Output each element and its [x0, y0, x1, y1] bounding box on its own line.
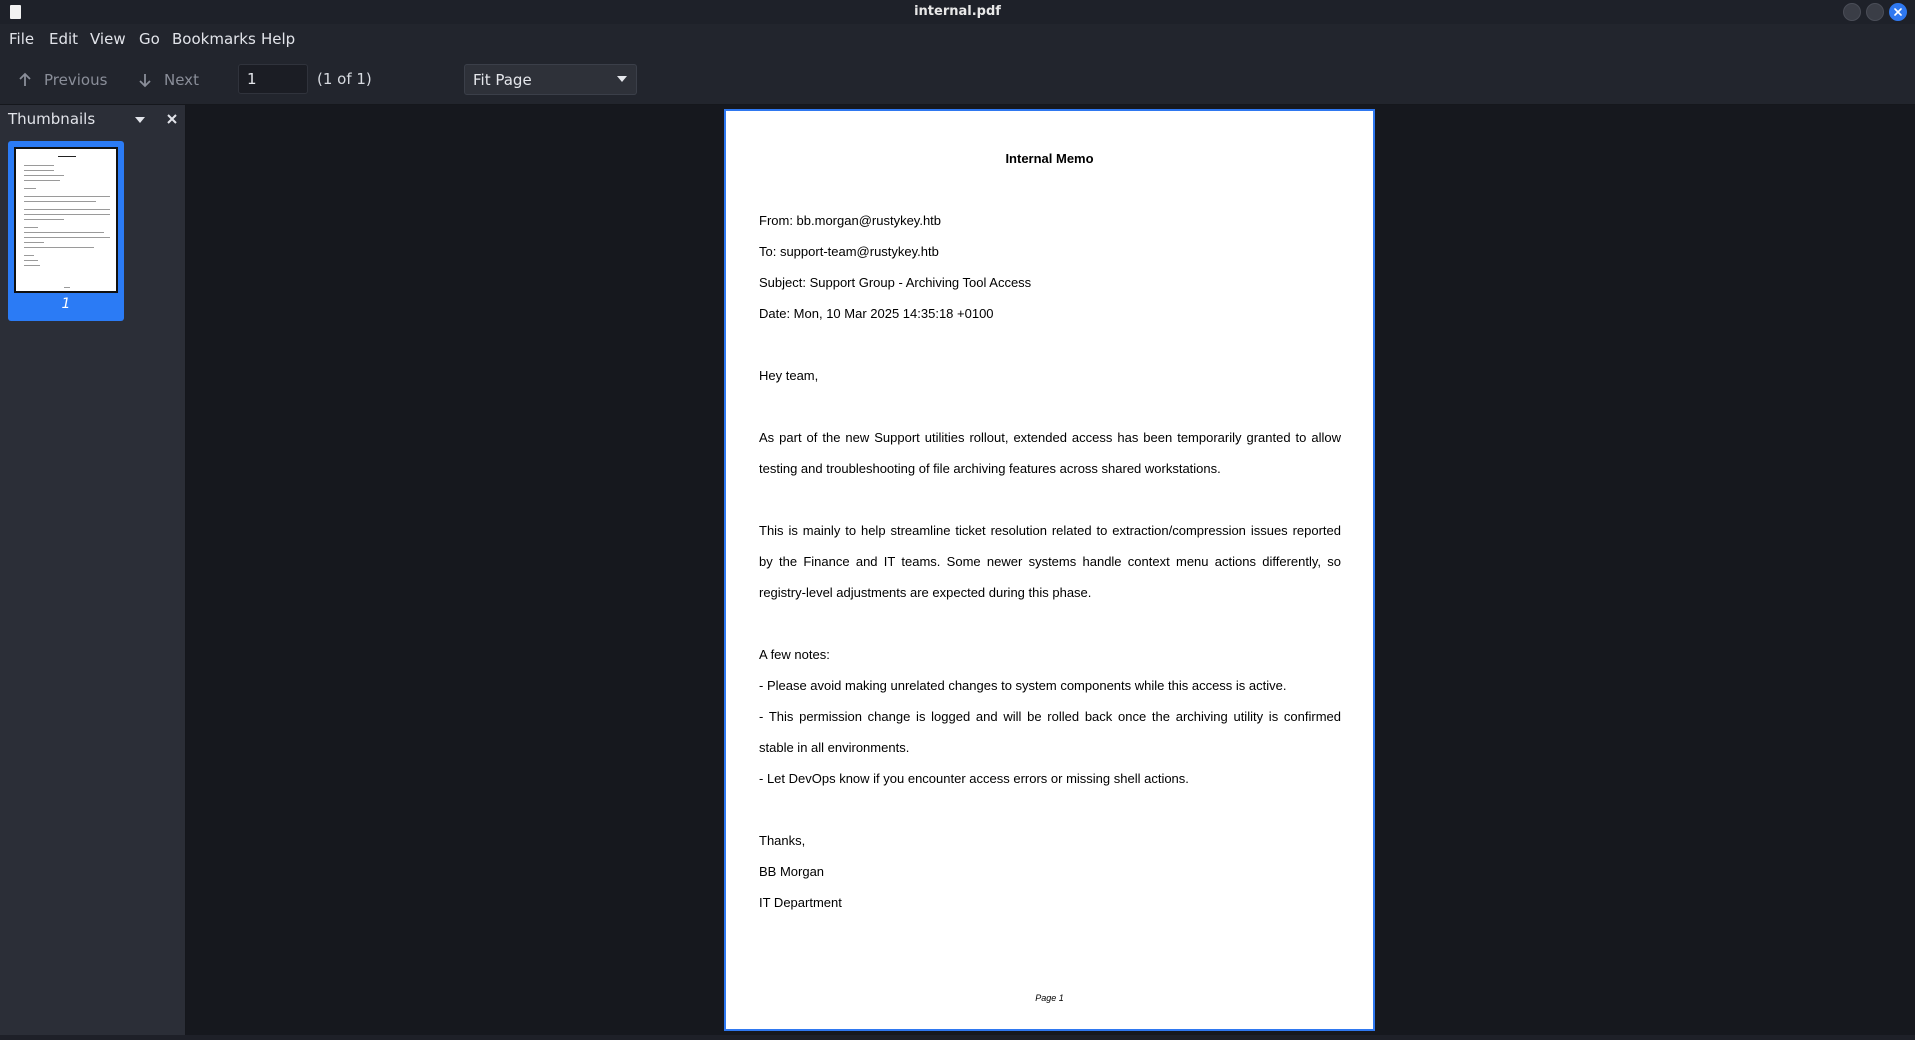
memo-note: - Let DevOps know if you encounter access errors or missing shell actions.	[759, 771, 1189, 786]
thumb-line	[24, 260, 38, 261]
page-count: (1 of 1)	[317, 70, 372, 88]
menu-edit[interactable]: Edit	[49, 30, 79, 48]
thumb-line	[24, 175, 64, 176]
memo-notes-heading: A few notes:	[759, 647, 830, 662]
thumb-line	[24, 255, 34, 256]
sidebar-dropdown-icon[interactable]	[135, 117, 145, 123]
arrow-up-icon	[18, 72, 32, 88]
chevron-down-icon	[617, 76, 627, 82]
memo-paragraph-line: testing and troubleshooting of file archiving features across shared workstations.	[759, 461, 1221, 476]
status-strip	[0, 1035, 1915, 1040]
thumb-line	[58, 156, 76, 157]
memo-note: - Please avoid making unrelated changes to system components while this access is active.	[759, 678, 1287, 693]
thumb-line	[24, 227, 38, 228]
page-footer: Page 1	[1035, 993, 1064, 1003]
previous-page-button[interactable]	[18, 68, 107, 92]
next-label: Next	[164, 71, 199, 89]
memo-paragraph-line: This is mainly to help streamline ticket resolution related to extraction/compression issues reported	[759, 523, 1341, 538]
thumb-line	[24, 232, 104, 233]
zoom-select[interactable]	[464, 64, 637, 95]
memo-paragraph-line: by the Finance and IT teams. Some newer systems handle context menu actions differently, so	[759, 554, 1341, 569]
toolbar	[0, 56, 1915, 105]
memo-title: Internal Memo	[1005, 151, 1094, 166]
menu-view[interactable]: View	[90, 30, 126, 48]
thumb-line	[24, 214, 110, 215]
next-page-button[interactable]	[138, 68, 199, 92]
memo-paragraph-line: As part of the new Support utilities rollout, extended access has been temporarily granted to allow	[759, 430, 1341, 445]
thumb-line	[64, 287, 70, 288]
thumb-line	[24, 247, 94, 248]
sidebar-close-icon[interactable]	[166, 113, 178, 125]
previous-label: Previous	[44, 71, 108, 89]
thumb-line	[24, 180, 60, 181]
menu-help[interactable]: Help	[261, 30, 296, 48]
sidebar-title: Thumbnails	[8, 110, 96, 128]
memo-closing: Thanks,	[759, 833, 806, 848]
sidebar	[0, 105, 186, 1040]
thumb-line	[24, 265, 40, 266]
memo-from: From: bb.morgan@rustykey.htb	[759, 213, 942, 228]
arrow-down-icon	[138, 72, 152, 88]
menu-bookmarks[interactable]: Bookmarks	[172, 30, 256, 48]
close-icon	[1894, 8, 1902, 16]
thumbnail-label: 1	[61, 296, 71, 312]
memo-date: Date: Mon, 10 Mar 2025 14:35:18 +0100	[759, 306, 994, 321]
minimize-button[interactable]	[1843, 3, 1861, 21]
document-viewer[interactable]	[186, 105, 1915, 1035]
thumb-line	[24, 188, 36, 189]
memo-paragraph-line: registry-level adjustments are expected during this phase.	[759, 585, 1092, 600]
thumbnail-image	[14, 147, 118, 293]
zoom-value: Fit Page	[473, 71, 532, 89]
menu-bar	[0, 24, 1915, 56]
memo-note: - This permission change is logged and will be rolled back once the archiving utility is confirmed	[759, 709, 1341, 724]
memo-greeting: Hey team,	[759, 368, 819, 383]
close-window-button[interactable]	[1889, 3, 1907, 21]
window-title: internal.pdf	[914, 4, 1001, 19]
thumb-line	[24, 237, 110, 238]
thumbnail-page-1[interactable]	[8, 141, 124, 321]
memo-signature-dept: IT Department	[759, 895, 842, 910]
thumb-line	[24, 165, 54, 166]
thumb-line	[24, 242, 44, 243]
title-bar	[0, 0, 1915, 24]
pdf-page	[724, 109, 1375, 1031]
thumb-line	[24, 170, 54, 171]
memo-note: stable in all environments.	[759, 740, 910, 755]
memo-to: To: support-team@rustykey.htb	[759, 244, 939, 259]
page-number-input[interactable]	[238, 64, 308, 94]
thumb-line	[24, 196, 110, 197]
thumb-line	[24, 209, 110, 210]
thumb-line	[24, 219, 64, 220]
thumb-line	[24, 201, 96, 202]
menu-go[interactable]: Go	[139, 30, 160, 48]
memo-subject: Subject: Support Group - Archiving Tool Access	[759, 275, 1032, 290]
maximize-button[interactable]	[1866, 3, 1884, 21]
sidebar-header	[0, 105, 186, 135]
menu-file[interactable]: File	[9, 30, 35, 48]
memo-signature-name: BB Morgan	[759, 864, 825, 879]
